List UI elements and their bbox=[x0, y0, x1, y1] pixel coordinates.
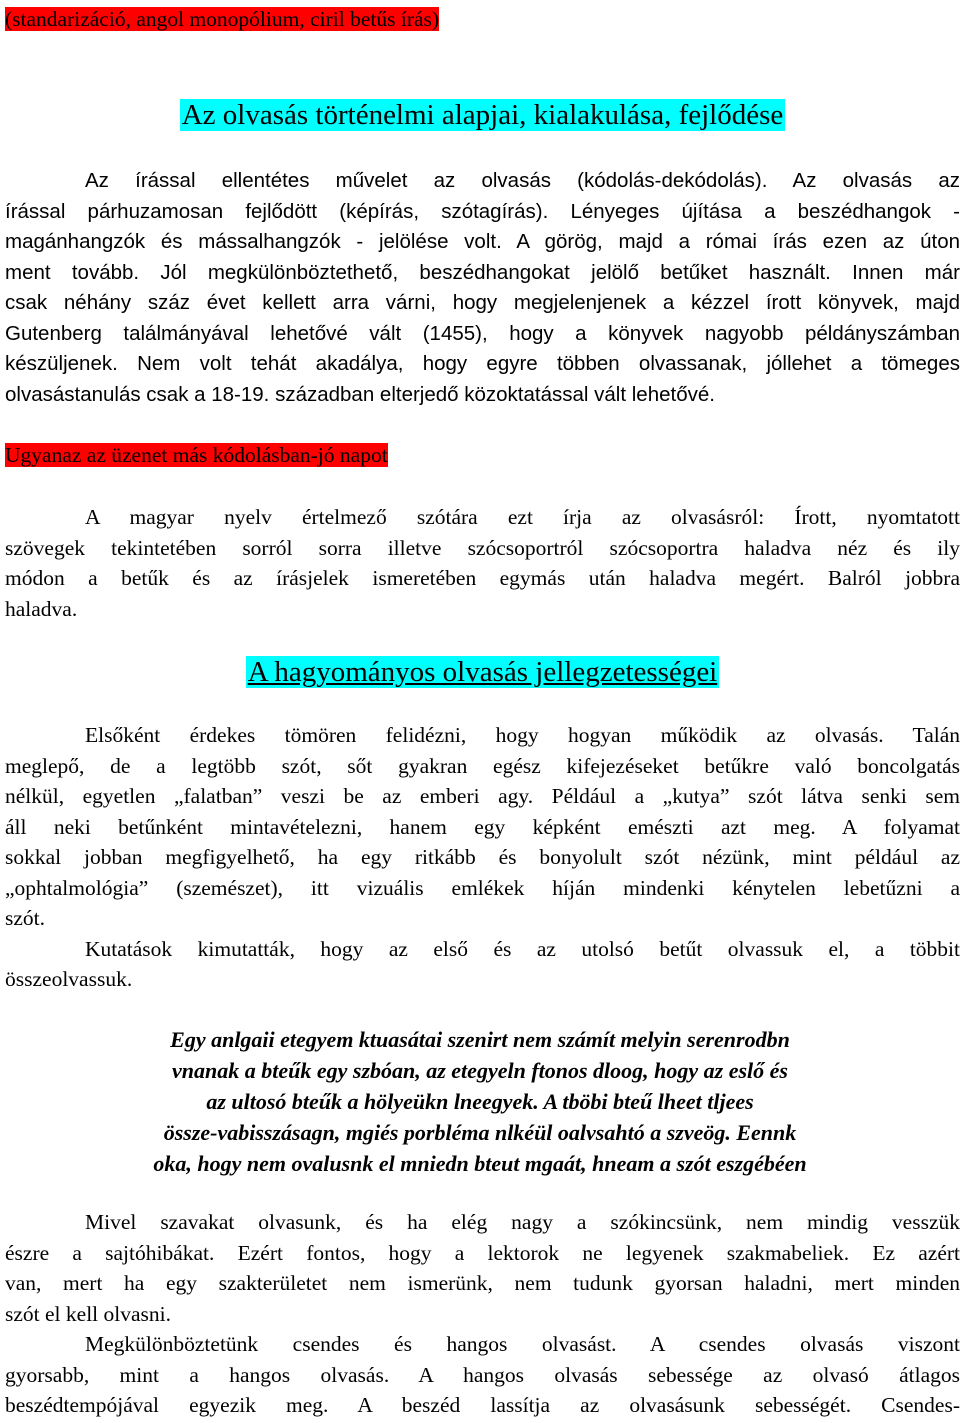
top-note-text: (standarizáció, angol monopólium, ciril betűs írás) bbox=[5, 7, 440, 31]
text-line: áll neki betűnként mintavételezni, hanem egy képként emészti azt meg. A folyamat bbox=[5, 814, 960, 839]
text-line: van, mert ha egy szakterületet nem ismerünk, nem tudunk gyorsan haladni, mert minden bbox=[5, 1271, 960, 1295]
text-line: összeolvassuk. bbox=[5, 967, 133, 991]
text-line: nélkül, egyetlen „falatban” veszi be az emberi agy. Például a „kutya” szót látva senki sem bbox=[5, 784, 960, 808]
text-line: Mivel szavakat olvasunk, és ha elég nagy a szókincsünk, nem mindig vesszük bbox=[85, 1210, 960, 1234]
paragraph-history bbox=[5, 166, 960, 410]
quote-line: oka, hogy nem ovalusnk el mniedn bteut mgaát, hneam a szót eszgébéen bbox=[153, 1151, 807, 1176]
top-note bbox=[5, 4, 960, 35]
text-line: haladva. bbox=[5, 596, 78, 621]
text-line: írással párhuzamosan fejlődött (képírás, szótagírás). Lényeges újítása a beszédhangok - bbox=[5, 199, 960, 223]
heading-history bbox=[5, 97, 960, 133]
quote-line: össze-vabisszásagn, mgiés porbléma nlkéül oalvsahtó a szveög. Eennk bbox=[163, 1120, 797, 1145]
text-line: szót. bbox=[5, 906, 46, 930]
quote-line: Egy anlgaii etegyem ktuasátai szenirt nem számít melyin serenrodbn bbox=[170, 1027, 790, 1052]
text-line: Kutatások kimutatták, hogy az első és az utolsó betűt olvassuk el, a többit bbox=[85, 936, 960, 961]
text-line: észre a sajtóhibákat. Ezért fontos, hogy a lektorok ne legyenek szakmabeliek. Ez azért bbox=[5, 1240, 960, 1265]
paragraph-how-reading-works bbox=[5, 720, 960, 995]
quote-line: az ultosó bteűk a hölyeükn lneegyek. A tböbi bteű lheet tljees bbox=[206, 1089, 754, 1114]
heading-history-text: Az olvasás történelmi alapjai, kialakulása, fejlődése bbox=[181, 99, 784, 131]
heading-traditional-text: A hagyományos olvasás jellegzetességei bbox=[247, 656, 718, 688]
text-line: meglepő, de a legtöbb szót, sőt gyakran egész kifejezéseket betűkre való boncolgatás bbox=[5, 753, 960, 778]
text-line: Az írással ellentétes művelet az olvasás (kódolás-dekódolás). Az olvasás az bbox=[85, 169, 960, 192]
heading-traditional bbox=[5, 654, 960, 690]
text-line: magánhangzók és mássalhangzók - jelölése volt. A görög, majd a római írás ezen az úton bbox=[5, 230, 960, 253]
subheading-coding bbox=[5, 440, 960, 471]
text-line: szót el kell olvasni. bbox=[5, 1301, 171, 1326]
text-line: készüljenek. Nem volt tehát akadálya, hogy egyre többen olvassanak, jóllehet a tömeges bbox=[5, 352, 960, 375]
text-line: módon a betűk és az írásjelek ismeretében egymás után haladva megért. Balról jobbra bbox=[5, 566, 960, 590]
paragraph-dictionary bbox=[5, 502, 960, 624]
text-line: Megkülönböztetünk csendes és hangos olvasást. A csendes olvasás viszont bbox=[85, 1332, 960, 1356]
text-line: szövegek tekintetében sorról sorra illetve szócsoportról szócsoportra haladva néz és ily bbox=[5, 535, 960, 560]
subheading-coding-text: Ugyanaz az üzenet más kódolásban-jó napot bbox=[5, 443, 388, 467]
text-line: gyorsabb, mint a hangos olvasás. A hangos olvasás sebessége az olvasó átlagos bbox=[5, 1362, 960, 1387]
text-line: Elsőként érdekes tömören felidézni, hogy hogyan működik az olvasás. Talán bbox=[85, 723, 960, 747]
text-line: „ophtalmológia” (szemészet), itt vizuális emlékek híján mindenki kénytelen lebetűzni a bbox=[5, 875, 960, 900]
text-line: sokkal jobban megfigyelhető, ha egy ritkább és bonyolult szót nézünk, mint például az bbox=[5, 845, 960, 869]
scrambled-quote bbox=[60, 1024, 900, 1179]
text-line: csak néhány száz évet kellett arra várni, hogy megjelenjenek a kézzel írott könyvek, majd bbox=[5, 291, 960, 314]
text-line: ment tovább. Jól megkülönböztethető, beszédhangokat jelölő betűket használt. Innen már bbox=[5, 260, 960, 284]
text-line: Gutenberg találmányával lehetővé vált (1455), hogy a könyvek nagyobb példányszámban bbox=[5, 321, 960, 345]
text-line: olvasástanulás csak a 18-19. században elterjedő közoktatással vált lehetővé. bbox=[5, 382, 715, 406]
text-line: A magyar nyelv értelmező szótára ezt írja az olvasásról: Írott, nyomtatott bbox=[85, 505, 960, 529]
paragraph-misprints bbox=[5, 1207, 960, 1421]
quote-line: vnanak a bteűk egy szbóan, az etegyeln ftonos dloog, hogy az eslő és bbox=[172, 1058, 788, 1083]
text-line: beszédtempójával egyezik meg. A beszéd lassítja az olvasásunk sebességét. Csendes- bbox=[5, 1393, 960, 1417]
